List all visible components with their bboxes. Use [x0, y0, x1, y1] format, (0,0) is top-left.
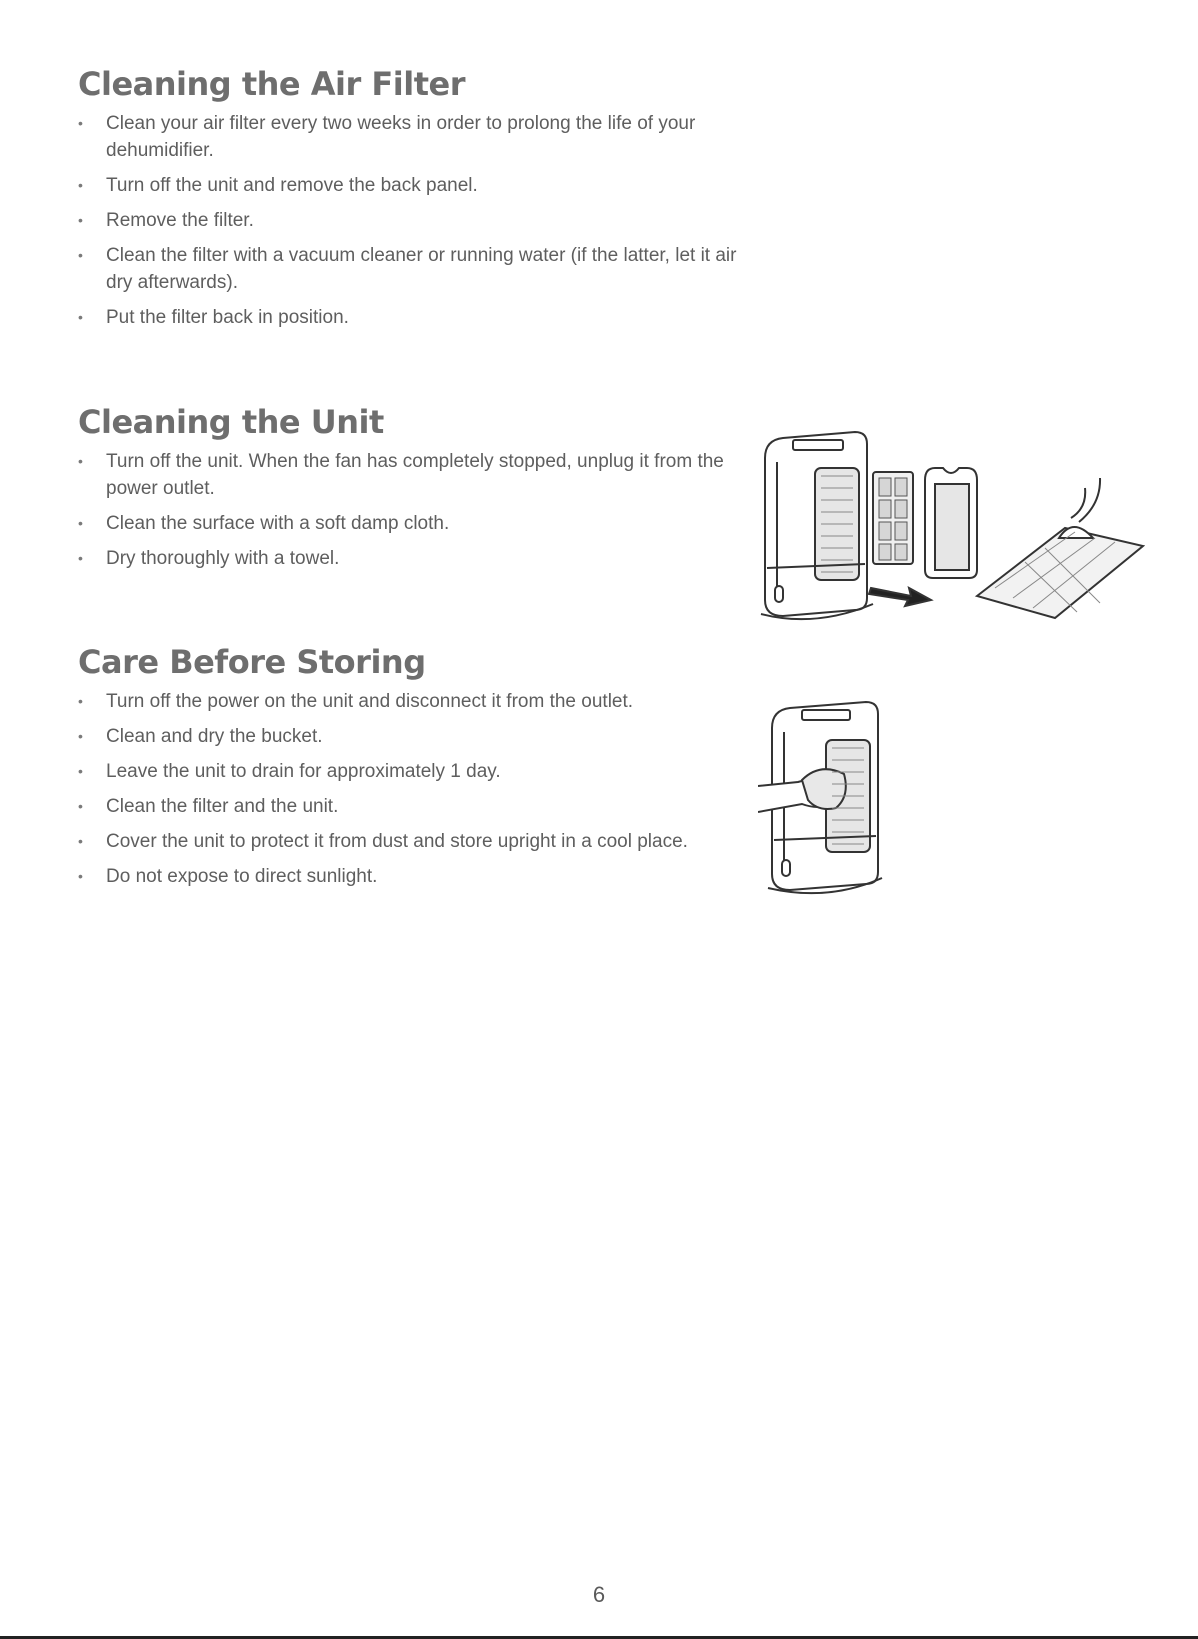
- bullet-icon: •: [78, 212, 83, 228]
- bullet-icon: •: [78, 247, 83, 263]
- list-item: • Put the filter back in position.: [78, 304, 738, 331]
- bullet-icon: •: [78, 177, 83, 193]
- list-item: • Clean the filter with a vacuum cleaner or running water (if the latter, let it air dry afterwards).: [78, 242, 738, 296]
- wiping-unit-illustration: [758, 700, 908, 902]
- bullet-icon: •: [78, 728, 83, 744]
- list-item: • Clean the surface with a soft damp cloth.: [78, 510, 738, 537]
- bullet-list: [78, 688, 758, 890]
- bullet-list: [78, 448, 738, 572]
- section-cleaning-unit: [78, 402, 738, 580]
- section-care-before-storing: [78, 642, 758, 898]
- list-item: • Turn off the unit and remove the back panel.: [78, 172, 738, 199]
- section-title: Cleaning the Air Filter: [78, 65, 465, 103]
- bullet-icon: •: [78, 550, 83, 566]
- bullet-icon: •: [78, 693, 83, 709]
- list-item: • Remove the filter.: [78, 207, 738, 234]
- bullet-icon: •: [78, 868, 83, 884]
- list-item: • Do not expose to direct sunlight.: [78, 863, 758, 890]
- list-item: • Dry thoroughly with a towel.: [78, 545, 738, 572]
- bullet-list: [78, 110, 738, 331]
- list-item: • Clean your air filter every two weeks in order to prolong the life of your dehumidifier.: [78, 110, 738, 164]
- list-item: • Clean and dry the bucket.: [78, 723, 758, 750]
- bullet-icon: •: [78, 309, 83, 325]
- section-cleaning-air-filter: [78, 64, 738, 339]
- page-number: 6: [592, 1582, 606, 1607]
- filter-removal-illustration: [755, 428, 1145, 633]
- list-item: • Turn off the power on the unit and disconnect it from the outlet.: [78, 688, 758, 715]
- bullet-icon: •: [78, 833, 83, 849]
- bullet-icon: •: [78, 115, 83, 131]
- list-item: • Turn off the unit. When the fan has completely stopped, unplug it from the power outlet.: [78, 448, 738, 502]
- bullet-icon: •: [78, 515, 83, 531]
- bullet-icon: •: [78, 798, 83, 814]
- bullet-icon: •: [78, 453, 83, 469]
- section-title: Care Before Storing: [78, 643, 426, 681]
- list-item: • Cover the unit to protect it from dust and store upright in a cool place.: [78, 828, 758, 855]
- bullet-icon: •: [78, 763, 83, 779]
- list-item: • Leave the unit to drain for approximately 1 day.: [78, 758, 758, 785]
- section-title: Cleaning the Unit: [78, 403, 384, 441]
- list-item: • Clean the filter and the unit.: [78, 793, 758, 820]
